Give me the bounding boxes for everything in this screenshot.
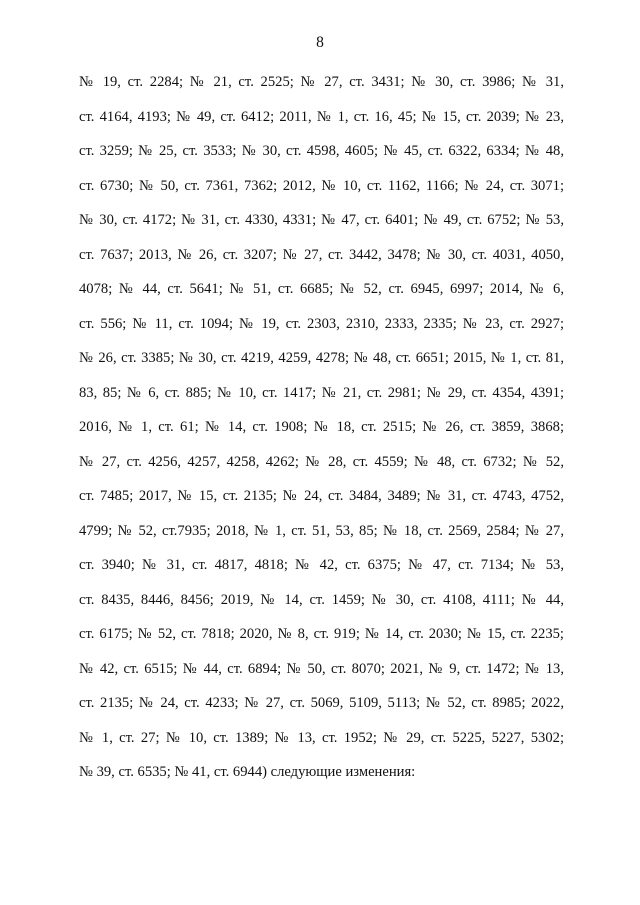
text-line: 4078; № 44, ст. 5641; № 51, ст. 6685; № 52, ст. 6945, 6997; 2014, № 6,	[79, 281, 564, 297]
text-line: 4799; № 52, ст.7935; 2018, № 1, ст. 51, 53, 85; № 18, ст. 2569, 2584; № 27,	[79, 523, 564, 539]
text-line: № 39, ст. 6535; № 41, ст. 6944) следующие изменения:	[79, 764, 416, 780]
text-line: 83, 85; № 6, ст. 885; № 10, ст. 1417; № 21, ст. 2981; № 29, ст. 4354, 4391;	[79, 385, 564, 401]
text-line: ст. 7637; 2013, № 26, ст. 3207; № 27, ст. 3442, 3478; № 30, ст. 4031, 4050,	[79, 247, 564, 263]
text-line: 2016, № 1, ст. 61; № 14, ст. 1908; № 18, ст. 2515; № 26, ст. 3859, 3868;	[79, 419, 564, 435]
text-line: ст. 3259; № 25, ст. 3533; № 30, ст. 4598, 4605; № 45, ст. 6322, 6334; № 48,	[79, 143, 564, 159]
text-line: № 42, ст. 6515; № 44, ст. 6894; № 50, ст. 8070; 2021, № 9, ст. 1472; № 13,	[79, 661, 564, 677]
text-line: ст. 2135; № 24, ст. 4233; № 27, ст. 5069, 5109, 5113; № 52, ст. 8985; 2022,	[79, 695, 564, 711]
text-line: ст. 3940; № 31, ст. 4817, 4818; № 42, ст. 6375; № 47, ст. 7134; № 53,	[79, 557, 564, 573]
text-line: ст. 556; № 11, ст. 1094; № 19, ст. 2303, 2310, 2333, 2335; № 23, ст. 2927;	[79, 316, 564, 332]
text-line: ст. 6175; № 52, ст. 7818; 2020, № 8, ст. 919; № 14, ст. 2030; № 15, ст. 2235;	[79, 626, 564, 642]
page-number: 8	[316, 34, 324, 51]
text-line: № 1, ст. 27; № 10, ст. 1389; № 13, ст. 1952; № 29, ст. 5225, 5227, 5302;	[79, 730, 564, 746]
text-line: № 26, ст. 3385; № 30, ст. 4219, 4259, 4278; № 48, ст. 6651; 2015, № 1, ст. 81,	[79, 350, 564, 366]
text-line: ст. 4164, 4193; № 49, ст. 6412; 2011, № 1, ст. 16, 45; № 15, ст. 2039; № 23,	[79, 109, 564, 125]
text-line: № 27, ст. 4256, 4257, 4258, 4262; № 28, ст. 4559; № 48, ст. 6732; № 52,	[79, 454, 564, 470]
text-line: ст. 8435, 8446, 8456; 2019, № 14, ст. 1459; № 30, ст. 4108, 4111; № 44,	[79, 592, 564, 608]
text-line: ст. 6730; № 50, ст. 7361, 7362; 2012, № 10, ст. 1162, 1166; № 24, ст. 3071;	[79, 178, 564, 194]
text-line: № 19, ст. 2284; № 21, ст. 2525; № 27, ст. 3431; № 30, ст. 3986; № 31,	[79, 74, 564, 90]
text-line: ст. 7485; 2017, № 15, ст. 2135; № 24, ст. 3484, 3489; № 31, ст. 4743, 4752,	[79, 488, 564, 504]
text-line: № 30, ст. 4172; № 31, ст. 4330, 4331; № 47, ст. 6401; № 49, ст. 6752; № 53,	[79, 212, 564, 228]
